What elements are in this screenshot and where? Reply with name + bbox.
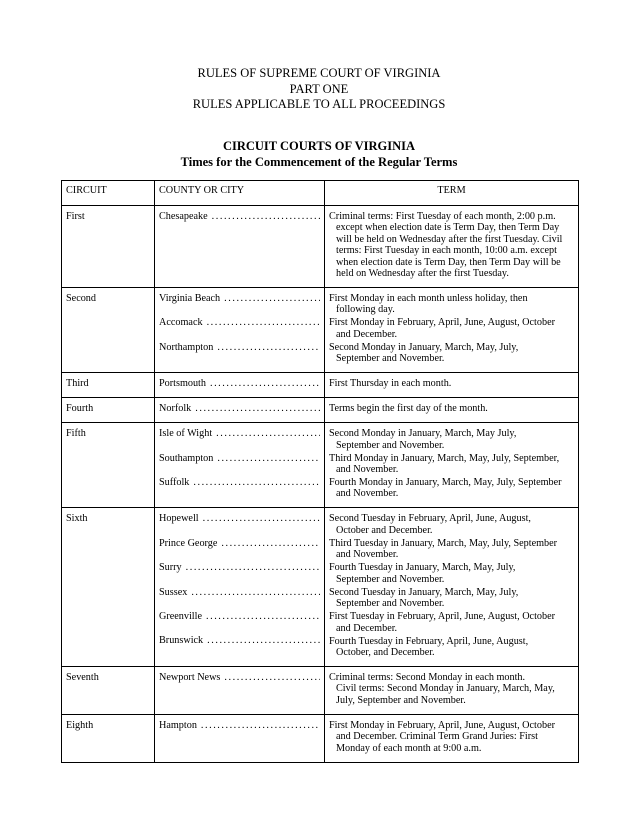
- county-name: Accomack: [159, 317, 203, 329]
- table-row: [62, 288, 579, 373]
- county-name: Brunswick: [159, 635, 204, 647]
- county-line: [159, 293, 320, 304]
- county-line: [159, 720, 320, 731]
- county-line: [159, 378, 320, 389]
- term-cell: [325, 206, 579, 288]
- county-entry: [159, 477, 320, 500]
- dot-leader: [195, 403, 320, 414]
- county-line: [159, 342, 320, 353]
- term-text-line: Fourth Monday in January, March, May, July, September: [329, 477, 562, 489]
- dot-leader: [221, 538, 320, 549]
- county-line: [159, 453, 320, 464]
- dot-leader: [217, 453, 320, 464]
- term-text-line: Criminal terms: Second Monday in each month.: [329, 671, 526, 683]
- term-text-line: Second Monday in January, March, May, July,: [329, 341, 519, 353]
- county-name: Isle of Wight: [159, 428, 213, 440]
- document-header: [0, 66, 638, 113]
- county-entry: [159, 672, 320, 706]
- term-text-line: September and November.: [336, 598, 445, 610]
- dot-leader: [206, 611, 320, 622]
- county-name: Portsmouth: [159, 378, 206, 390]
- dot-leader: [201, 720, 320, 731]
- term-text-line: and November.: [336, 549, 399, 561]
- county-cell: [155, 423, 325, 508]
- term-entry: [329, 477, 574, 500]
- term-entry: [329, 720, 574, 754]
- term-text-line: First Tuesday in February, April, June, August, October: [329, 611, 556, 623]
- county-entry: [159, 293, 320, 316]
- dot-leader: [217, 342, 320, 353]
- term-text-line: when election date is Term Day, then Term Day will be: [336, 256, 561, 268]
- term-entry: [329, 672, 574, 706]
- table-row: [62, 373, 579, 398]
- header-line-1: RULES OF SUPREME COURT OF VIRGINIA: [197, 66, 441, 80]
- term-text-line: Monday of each month at 9:00 a.m.: [336, 742, 482, 754]
- county-entry: [159, 403, 320, 414]
- county-name: Northampton: [159, 341, 214, 353]
- county-cell: [155, 373, 325, 398]
- county-line: [159, 403, 320, 414]
- term-text-line: Third Monday in January, March, May, July, September,: [329, 452, 560, 464]
- dot-leader: [224, 293, 320, 304]
- term-entry: [329, 453, 574, 476]
- term-text-line: Second Tuesday in January, March, May, July,: [329, 586, 519, 598]
- circuit-cell: [62, 714, 155, 762]
- circuit-name: Fourth: [66, 403, 94, 415]
- county-cell: [155, 288, 325, 373]
- term-cell: [325, 288, 579, 373]
- term-text-line: September and November.: [336, 439, 445, 451]
- county-name: Greenville: [159, 611, 202, 623]
- term-entry: [329, 538, 574, 561]
- county-cell: [155, 206, 325, 288]
- county-line: [159, 562, 320, 573]
- table-row: [62, 398, 579, 423]
- county-line: [159, 211, 320, 222]
- dot-leader: [193, 477, 320, 488]
- dot-leader: [203, 513, 320, 524]
- term-text-line: September and November.: [336, 573, 445, 585]
- county-line: [159, 317, 320, 328]
- county-cell: [155, 714, 325, 762]
- county-name: Chesapeake: [159, 211, 208, 222]
- circuit-name: First: [66, 211, 85, 222]
- county-entry: [159, 587, 320, 610]
- county-entry: [159, 611, 320, 634]
- term-cell: [325, 666, 579, 714]
- term-text-line: except when election date is Term Day, then Term Day: [336, 222, 560, 234]
- county-entry: [159, 428, 320, 451]
- term-entry: [329, 317, 574, 340]
- section-title: [0, 139, 638, 170]
- county-cell: [155, 666, 325, 714]
- circuit-courts-table: [61, 180, 579, 763]
- term-text-line: First Monday in each month unless holiday, then: [329, 293, 528, 305]
- term-text-line: held on Wednesday after the first Tuesday.: [336, 268, 509, 280]
- section-title-line-2: Times for the Commencement of the Regular Terms: [180, 154, 458, 169]
- circuit-cell: [62, 666, 155, 714]
- term-text-line: Civil terms: Second Monday in January, March, May,: [336, 683, 555, 695]
- term-text-line: following day.: [336, 304, 395, 316]
- circuit-name: Fifth: [66, 428, 86, 440]
- column-header-county: COUNTY OR CITY: [155, 181, 325, 206]
- county-line: [159, 635, 320, 646]
- term-entry: [329, 562, 574, 585]
- circuit-cell: [62, 398, 155, 423]
- column-header-term: TERM: [325, 181, 579, 206]
- county-entry: [159, 317, 320, 340]
- circuit-name: Third: [66, 378, 89, 390]
- table-row: [62, 508, 579, 666]
- county-name: Prince George: [159, 537, 218, 549]
- term-cell: [325, 423, 579, 508]
- table-row: [62, 714, 579, 762]
- column-header-circuit: CIRCUIT: [62, 181, 155, 206]
- circuit-cell: [62, 423, 155, 508]
- term-text-line: and December.: [336, 622, 398, 634]
- term-text-line: terms: First Tuesday in each month, 10:00 a.m. except: [336, 245, 557, 257]
- circuit-cell: [62, 508, 155, 666]
- term-entry: [329, 611, 574, 634]
- term-text-line: Fourth Tuesday in February, April, June, August,: [329, 635, 529, 647]
- county-entry: [159, 513, 320, 536]
- term-text-line: Second Tuesday in February, April, June, August,: [329, 513, 531, 525]
- county-line: [159, 513, 320, 524]
- county-line: [159, 611, 320, 622]
- county-entry: [159, 378, 320, 389]
- dot-leader: [212, 211, 320, 222]
- header-line-3: RULES APPLICABLE TO ALL PROCEEDINGS: [192, 97, 446, 111]
- circuit-cell: [62, 206, 155, 288]
- county-entry: [159, 211, 320, 279]
- county-name: Newport News: [159, 671, 221, 683]
- term-text-line: Fourth Tuesday in January, March, May, July,: [329, 562, 516, 574]
- circuit-name: Seventh: [66, 671, 99, 683]
- term-text-line: September and November.: [336, 353, 445, 365]
- term-entry: [329, 513, 574, 536]
- term-text-line: First Monday in February, April, June, August, October: [329, 317, 555, 329]
- county-name: Virginia Beach: [159, 293, 221, 305]
- county-name: Sussex: [159, 586, 188, 598]
- table-header-row: [62, 181, 579, 206]
- term-entry: [329, 342, 574, 365]
- term-text-line: First Monday in February, April, June, August, October: [329, 719, 555, 731]
- term-text-line: October, and December.: [336, 646, 435, 658]
- term-text-line: Criminal terms: First Tuesday of each month, 2:00 p.m.: [329, 211, 556, 222]
- circuit-cell: [62, 288, 155, 373]
- county-entry: [159, 453, 320, 476]
- county-line: [159, 587, 320, 598]
- term-text-line: and November.: [336, 488, 399, 500]
- dot-leader: [191, 587, 320, 598]
- county-entry: [159, 538, 320, 561]
- term-entry: [329, 378, 574, 389]
- county-name: Suffolk: [159, 477, 190, 489]
- term-cell: [325, 373, 579, 398]
- county-cell: [155, 398, 325, 423]
- term-text-line: October and December.: [336, 524, 433, 536]
- term-cell: [325, 714, 579, 762]
- county-line: [159, 538, 320, 549]
- dot-leader: [186, 562, 320, 573]
- table-row: [62, 666, 579, 714]
- circuit-name: Sixth: [66, 513, 88, 525]
- term-cell: [325, 508, 579, 666]
- term-entry: [329, 587, 574, 610]
- county-name: Norfolk: [159, 403, 192, 415]
- term-text-line: and November.: [336, 464, 399, 476]
- county-line: [159, 428, 320, 439]
- term-entry: [329, 293, 574, 316]
- circuit-name: Eighth: [66, 719, 94, 731]
- county-name: Hopewell: [159, 513, 199, 525]
- table-row: [62, 206, 579, 288]
- county-name: Hampton: [159, 719, 197, 731]
- county-name: Surry: [159, 562, 182, 574]
- dot-leader: [224, 672, 320, 683]
- term-entry: [329, 211, 574, 279]
- term-text-line: and December.: [336, 328, 398, 340]
- circuit-cell: [62, 373, 155, 398]
- table-body: [62, 206, 579, 763]
- header-line-2: PART ONE: [289, 81, 349, 96]
- county-entry: [159, 342, 320, 365]
- county-line: [159, 477, 320, 488]
- term-entry: [329, 636, 574, 659]
- term-entry: [329, 428, 574, 451]
- term-text-line: Third Tuesday in January, March, May, July, September: [329, 537, 558, 549]
- dot-leader: [207, 635, 320, 646]
- county-entry: [159, 720, 320, 754]
- county-entry: [159, 562, 320, 585]
- term-cell: [325, 398, 579, 423]
- county-cell: [155, 508, 325, 666]
- term-text-line: First Thursday in each month.: [329, 378, 452, 390]
- county-name: Southampton: [159, 452, 214, 464]
- term-entry: [329, 403, 574, 414]
- circuit-name: Second: [66, 293, 96, 305]
- term-text-line: will be held on Wednesday after the first Tuesday. Civil: [336, 233, 563, 245]
- term-text-line: Terms begin the first day of the month.: [329, 403, 488, 415]
- term-text-line: and December. Criminal Term Grand Juries: First: [336, 731, 538, 743]
- county-entry: [159, 635, 320, 658]
- dot-leader: [207, 317, 320, 328]
- term-text-line: July, September and November.: [336, 694, 466, 706]
- term-text-line: Second Monday in January, March, May July,: [329, 428, 517, 440]
- section-title-line-1: CIRCUIT COURTS OF VIRGINIA: [222, 139, 416, 153]
- table-row: [62, 423, 579, 508]
- county-line: [159, 672, 320, 683]
- dot-leader: [216, 428, 320, 439]
- dot-leader: [210, 378, 320, 389]
